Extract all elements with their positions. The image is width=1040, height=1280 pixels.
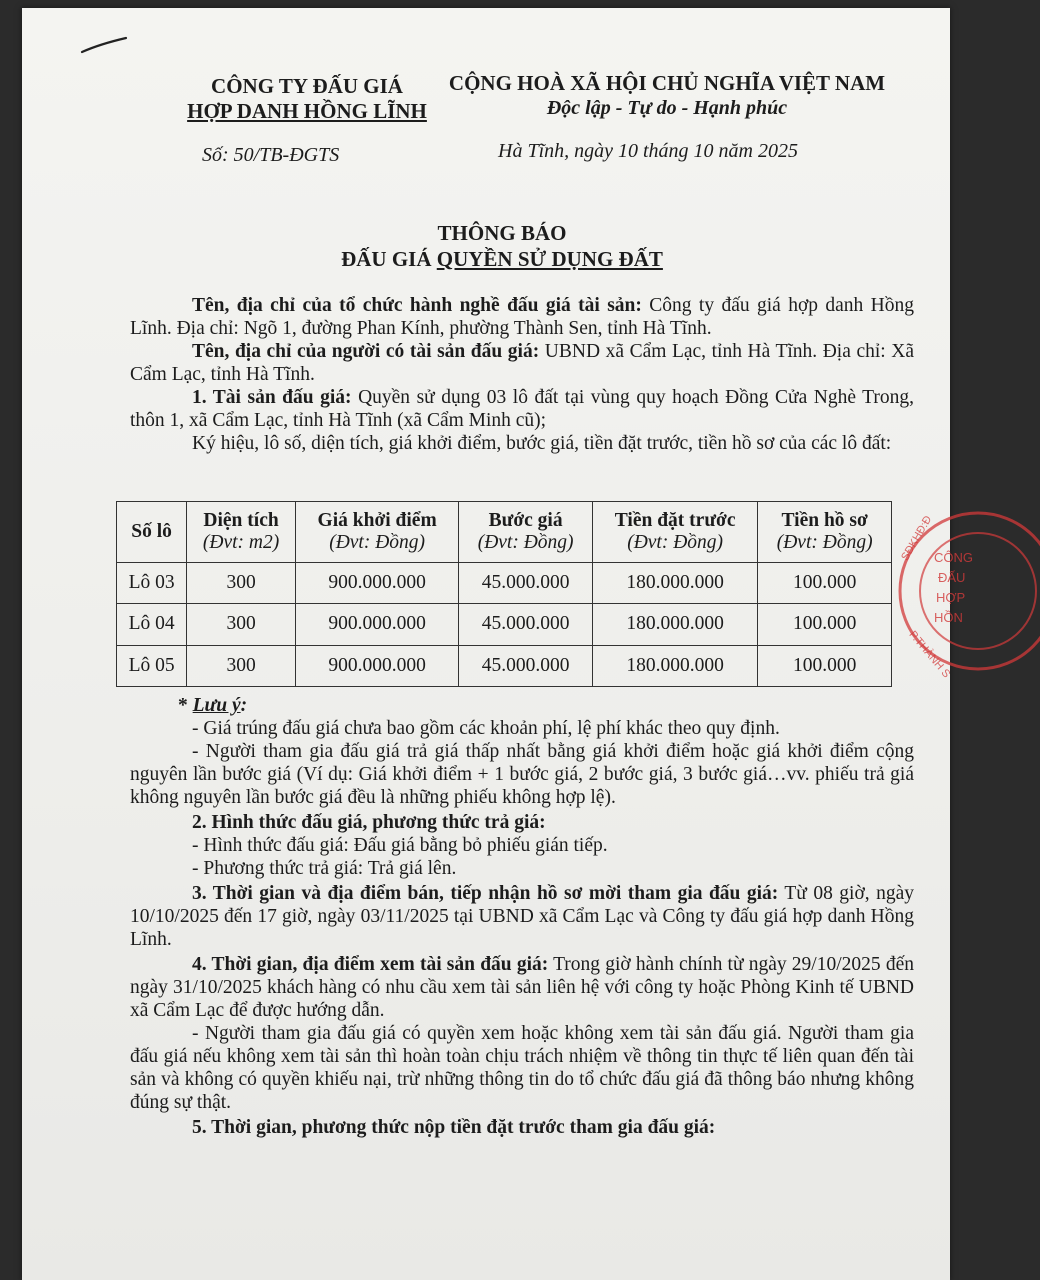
title-line2 xyxy=(152,246,852,272)
title-line2-underlined: QUYỀN SỬ DỤNG ĐẤT xyxy=(436,247,663,271)
cell-deposit: 180.000.000 xyxy=(592,604,757,645)
auction-org-label: Tên, địa chỉ của tổ chức hành nghề đấu giá tài sản: xyxy=(192,295,642,316)
cell-deposit: 180.000.000 xyxy=(592,563,757,604)
col-header-lot: Số lô xyxy=(117,502,187,563)
svg-text:P.THÀNH S: P.THÀNH S xyxy=(906,628,953,681)
note-line1: - Giá trúng đấu giá chưa bao gồm các khoản phí, lệ phí khác theo quy định. xyxy=(192,718,780,739)
section4-text: Trong giờ hành chính từ ngày 29/10/2025 đến ngày 31/10/2025 khách hàng có nhu cầu xem tài sản liên hệ với công ty hoặc Phòng Kinh tế UBND xã Cẩm Lạc để được hướng dẫn. xyxy=(130,954,914,1021)
intro-block xyxy=(130,294,914,455)
svg-text:SĐKHĐ:Đ: SĐKHĐ:Đ xyxy=(899,513,935,563)
section4-paragraph xyxy=(130,953,914,1022)
section2-line2: - Phương thức trả giá: Trả giá lên. xyxy=(192,858,457,879)
document-page xyxy=(22,8,973,1280)
section1-label: 1. Tài sản đấu giá: xyxy=(192,387,352,408)
cell-dossier-fee: 100.000 xyxy=(758,563,892,604)
cell-dossier-fee: 100.000 xyxy=(758,645,892,686)
col-header-deposit: Tiền đặt trước (Đvt: Đồng) xyxy=(592,502,757,563)
section1-paragraph xyxy=(130,386,914,432)
auction-org-text: Công ty đấu giá hợp danh Hồng Lĩnh. Địa chỉ: Ngõ 1, đường Phan Kính, phường Thành Sen, tỉnh Hà Tĩnh. xyxy=(130,295,915,339)
title-line1: THÔNG BÁO xyxy=(437,221,567,245)
place-and-date: Hà Tĩnh, ngày 10 tháng 10 năm 2025 xyxy=(498,140,798,162)
title-line2-prefix: ĐẤU GIÁ xyxy=(341,247,437,271)
cell-area: 300 xyxy=(187,604,296,645)
asset-owner-text: UBND xã Cẩm Lạc, tỉnh Hà Tĩnh. Địa chỉ: Xã Cẩm Lạc, tỉnh Hà Tĩnh. xyxy=(130,341,914,385)
section1-table-intro: Ký hiệu, lô số, diện tích, giá khởi điểm, bước giá, tiền đặt trước, tiền hồ sơ của các lô đất: xyxy=(192,433,892,454)
cell-starting-price: 900.000.000 xyxy=(295,563,458,604)
section3-paragraph xyxy=(130,882,914,951)
document-title xyxy=(152,220,852,272)
section4-label: 4. Thời gian, địa điểm xem tài sản đấu giá: xyxy=(192,954,549,975)
table-row xyxy=(117,563,892,604)
note-label: Lưu ý xyxy=(192,695,241,716)
svg-text:HỒN: HỒN xyxy=(934,610,963,625)
cell-bid-step: 45.000.000 xyxy=(459,604,593,645)
cell-area: 300 xyxy=(187,645,296,686)
section1-text: Quyền sử dụng 03 lô đất tại vùng quy hoạch Đồng Cửa Nghè Trong, thôn 1, xã Cẩm Lạc, tỉnh Hà Tĩnh (xã Cẩm Minh cũ); xyxy=(130,387,914,431)
pen-mark xyxy=(80,36,130,56)
section2-line1: - Hình thức đấu giá: Đấu giá bằng bỏ phiếu gián tiếp. xyxy=(192,835,608,856)
cell-area: 300 xyxy=(187,563,296,604)
table-row xyxy=(117,604,892,645)
section2-heading: 2. Hình thức đấu giá, phương thức trả giá: xyxy=(192,812,546,833)
org-name-line2: HỢP DANH HỒNG LĨNH xyxy=(187,99,427,123)
cell-lot: Lô 03 xyxy=(117,563,187,604)
cell-starting-price: 900.000.000 xyxy=(295,604,458,645)
cell-starting-price: 900.000.000 xyxy=(295,645,458,686)
red-seal-stamp xyxy=(890,496,1040,686)
asset-owner-label: Tên, địa chỉ của người có tài sản đấu giá: xyxy=(192,341,540,362)
svg-text:HỢP: HỢP xyxy=(936,590,966,605)
table-header-row xyxy=(117,502,892,563)
col-header-bid-step: Bước giá (Đvt: Đồng) xyxy=(459,502,593,563)
note-line2: - Người tham gia đấu giá trả giá thấp nhất bằng giá khởi điểm hoặc giá khởi điểm cộng nguyên lần bước giá (Ví dụ: Giá khởi điểm + 1 bước giá, 2 bước giá, 3 bước giá…vv. phiếu trả giá không nguyên lần bước giá đều là những phiếu không hợp lệ). xyxy=(130,741,914,808)
svg-text:CÔNG: CÔNG xyxy=(934,550,973,565)
col-header-area: Diện tích (Đvt: m2) xyxy=(187,502,296,563)
notes-and-sections xyxy=(130,694,914,1139)
table-row xyxy=(117,645,892,686)
section3-label: 3. Thời gian và địa điểm bán, tiếp nhận hồ sơ mời tham gia đấu giá: xyxy=(192,883,779,904)
svg-text:ĐẤU: ĐẤU xyxy=(938,570,966,585)
col-header-dossier-fee: Tiền hồ sơ (Đvt: Đồng) xyxy=(758,502,892,563)
cell-dossier-fee: 100.000 xyxy=(758,604,892,645)
cell-lot: Lô 04 xyxy=(117,604,187,645)
national-motto: Độc lập - Tự do - Hạnh phúc xyxy=(546,97,788,119)
nation-name: CỘNG HOÀ XÃ HỘI CHỦ NGHĨA VIỆT NAM xyxy=(448,71,886,95)
asset-owner-paragraph xyxy=(130,340,914,386)
section4-text2: - Người tham gia đấu giá có quyền xem hoặc không xem tài sản đấu giá. Người tham gia đấu giá nếu không xem tài sản thì hoàn toàn chịu trách nhiệm về thông tin thực tế liên quan đến tài sản và không có quyền khiếu nại, trừ những thông tin do tổ chức đấu giá đã thông báo nhưng không đúng sự thật. xyxy=(130,1023,914,1113)
section5-heading: 5. Thời gian, phương thức nộp tiền đặt trước tham gia đấu giá: xyxy=(192,1117,716,1138)
lots-table xyxy=(116,501,892,687)
cell-lot: Lô 05 xyxy=(117,645,187,686)
document-number: Số: 50/TB-ĐGTS xyxy=(202,144,340,166)
org-name-line1: CÔNG TY ĐẤU GIÁ xyxy=(211,74,403,98)
section3-text: Từ 08 giờ, ngày 10/10/2025 đến 17 giờ, ngày 03/11/2025 tại UBND xã Cẩm Lạc và Công ty đấu giá hợp danh Hồng Lĩnh. xyxy=(130,883,915,950)
cell-bid-step: 45.000.000 xyxy=(459,645,593,686)
note-heading: * Lưu ý: xyxy=(178,695,248,716)
cell-deposit: 180.000.000 xyxy=(592,645,757,686)
col-header-starting-price: Giá khởi điểm (Đvt: Đồng) xyxy=(295,502,458,563)
auction-org-paragraph xyxy=(130,294,914,340)
national-header xyxy=(417,70,917,120)
cell-bid-step: 45.000.000 xyxy=(459,563,593,604)
